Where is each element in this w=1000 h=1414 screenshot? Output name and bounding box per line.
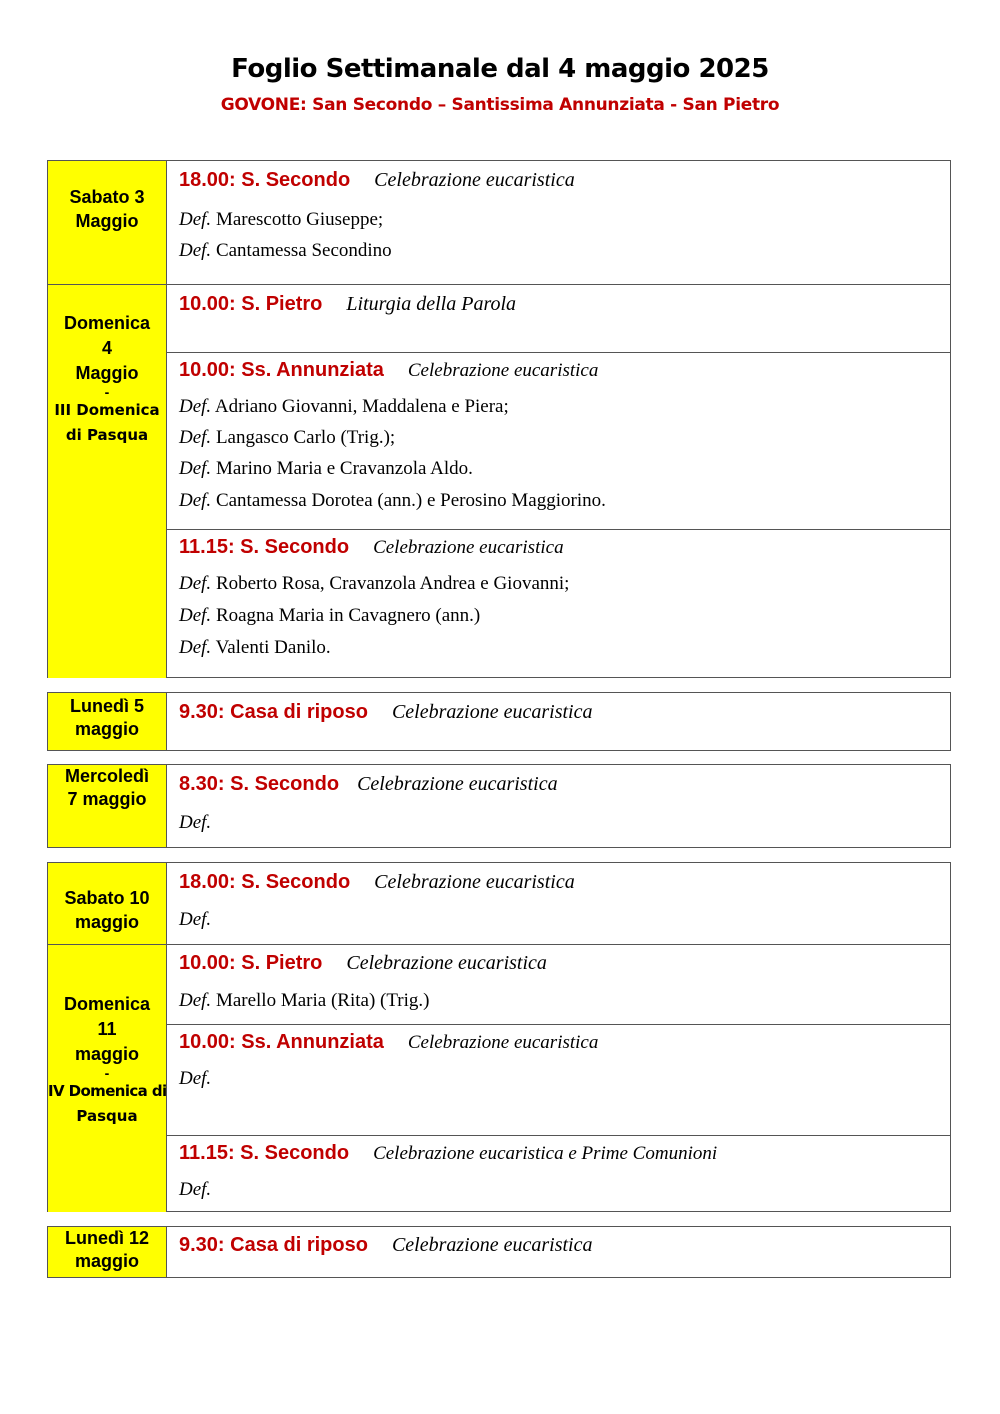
liturgical-note-line1: IV Domenica di — [48, 1082, 167, 1100]
day-label-line1: Sabato 3 — [69, 187, 145, 207]
intention-text: Cantamessa Dorotea (ann.) e Perosino Maggiorino. — [215, 490, 606, 511]
service-heading — [179, 1142, 717, 1165]
intention-line — [179, 812, 211, 834]
intention-line — [179, 1179, 211, 1201]
service-time-place: 11.15: S. Secondo — [179, 536, 350, 558]
service-cell-dom4-annunziata — [167, 352, 950, 529]
schedule-block-mercoledi-7 — [47, 764, 951, 848]
service-cell-dom11-annunziata — [167, 1024, 950, 1135]
day-cell-sabato-3 — [48, 161, 167, 284]
intention-line — [179, 396, 509, 418]
service-time-place: 10.00: S. Pietro — [179, 952, 323, 974]
intention-text: Roberto Rosa, Cravanzola Andrea e Giovanni; — [215, 573, 570, 594]
day-label-line3: maggio — [74, 1044, 139, 1064]
service-heading — [179, 773, 558, 796]
service-cell-dom11-secondo — [167, 1135, 950, 1212]
def-label: Def. — [179, 458, 212, 479]
service-description: Celebrazione eucaristica — [373, 537, 564, 558]
intention-text: Valenti Danilo. — [215, 637, 331, 658]
intention-line — [179, 909, 211, 931]
day-label-line3: Maggio — [75, 363, 139, 383]
schedule-block-week1 — [47, 160, 951, 678]
day-label-line2: Maggio — [75, 211, 139, 231]
subtitle-churches: : San Secondo – Santissima Annunziata - San Pietro — [300, 95, 780, 115]
service-description: Celebrazione eucaristica — [407, 360, 599, 381]
def-label: Def. — [179, 812, 212, 833]
liturgical-note-line1: III Domenica — [54, 401, 160, 419]
service-heading — [179, 1234, 593, 1257]
service-time-place: 10.00: Ss. Annunziata — [179, 359, 384, 381]
service-heading — [179, 169, 575, 192]
intention-line — [179, 573, 569, 595]
day-cell-domenica-4 — [48, 284, 167, 678]
service-time-place: 10.00: Ss. Annunziata — [179, 1031, 384, 1053]
day-cell-lunedi-12 — [48, 1227, 167, 1277]
day-cell-lunedi-5 — [48, 693, 167, 750]
day-label-line2: 4 — [101, 338, 112, 358]
service-description: Celebrazione eucaristica e Prime Comunioni — [373, 1143, 718, 1164]
def-label: Def. — [179, 605, 212, 626]
intention-line — [179, 1068, 211, 1090]
def-label: Def. — [179, 240, 212, 261]
intention-line — [179, 990, 429, 1012]
intention-text: Marello Maria (Rita) (Trig.) — [215, 990, 430, 1011]
service-cell-lun5 — [167, 693, 950, 750]
service-time-place: 9.30: Casa di riposo — [179, 1234, 368, 1256]
service-description: Celebrazione eucaristica — [346, 952, 547, 974]
service-heading — [179, 359, 598, 382]
day-label-line2: maggio — [74, 1251, 139, 1271]
service-heading — [179, 701, 593, 724]
intention-line — [179, 209, 383, 231]
service-time-place: 10.00: S. Pietro — [179, 293, 323, 315]
service-time-place: 9.30: Casa di riposo — [179, 701, 368, 723]
service-heading — [179, 952, 547, 975]
service-heading — [179, 536, 564, 559]
service-description: Celebrazione eucaristica — [357, 773, 558, 795]
liturgical-note-line2: di Pasqua — [65, 426, 149, 444]
schedule-block-lunedi-12 — [47, 1226, 951, 1278]
service-heading — [179, 1031, 598, 1054]
service-time-place: 11.15: S. Secondo — [179, 1142, 350, 1164]
def-label: Def. — [179, 427, 212, 448]
def-label: Def. — [179, 990, 212, 1011]
intention-line — [179, 240, 392, 262]
day-label-line1: Domenica — [63, 994, 151, 1014]
def-label: Def. — [179, 909, 212, 930]
day-cell-sabato-10 — [48, 863, 167, 944]
service-description: Celebrazione eucaristica — [407, 1032, 599, 1053]
day-label-line2: 7 maggio — [67, 789, 147, 809]
intention-line — [179, 458, 473, 480]
service-description: Celebrazione eucaristica — [391, 701, 593, 723]
schedule-block-lunedi-5 — [47, 692, 951, 751]
day-label-line1: Lunedì 12 — [64, 1228, 149, 1248]
day-label-line1: Domenica — [63, 313, 151, 333]
page-title: Foglio Settimanale dal 4 maggio 2025 — [231, 54, 769, 84]
intention-text: Langasco Carlo (Trig.); — [215, 427, 396, 448]
def-label: Def. — [179, 1179, 212, 1200]
page-subtitle — [0, 95, 1000, 115]
intention-line — [179, 490, 606, 512]
intention-line — [179, 427, 395, 449]
schedule-block-week2 — [47, 862, 951, 1212]
day-label-line2: maggio — [74, 719, 139, 739]
day-cell-mercoledi-7 — [48, 765, 167, 847]
service-cell-mer7 — [167, 765, 950, 847]
intention-text: Marescotto Giuseppe; — [215, 209, 384, 230]
intention-text: Marino Maria e Cravanzola Aldo. — [215, 458, 473, 479]
service-description: Celebrazione eucaristica — [374, 871, 575, 893]
def-label: Def. — [179, 490, 212, 511]
service-heading — [179, 293, 516, 316]
def-label: Def. — [179, 396, 212, 417]
day-label-line2: 11 — [97, 1019, 117, 1039]
service-cell-dom4-secondo — [167, 529, 950, 678]
service-description: Celebrazione eucaristica — [391, 1234, 593, 1256]
service-description: Celebrazione eucaristica — [374, 169, 575, 191]
liturgical-note-line2: Pasqua — [76, 1107, 138, 1125]
def-label: Def. — [179, 573, 212, 594]
day-label-dash: - — [104, 1065, 110, 1081]
day-label-line1: Mercoledì — [64, 766, 150, 786]
service-cell-sab3 — [167, 161, 950, 284]
intention-line — [179, 637, 331, 659]
day-label-dash: - — [104, 384, 110, 400]
day-label-line1: Sabato 10 — [64, 888, 150, 908]
service-time-place: 8.30: S. Secondo — [179, 773, 340, 795]
def-label: Def. — [179, 209, 212, 230]
service-time-place: 18.00: S. Secondo — [179, 169, 351, 191]
intention-text: Adriano Giovanni, Maddalena e Piera; — [214, 396, 509, 417]
intention-line — [179, 605, 480, 627]
intention-text: Cantamessa Secondino — [215, 240, 392, 261]
service-heading — [179, 871, 575, 894]
service-cell-lun12 — [167, 1227, 950, 1277]
intention-text: Roagna Maria in Cavagnero (ann.) — [215, 605, 481, 626]
service-cell-dom11-pietro — [167, 944, 950, 1024]
service-time-place: 18.00: S. Secondo — [179, 871, 351, 893]
def-label: Def. — [179, 637, 212, 658]
day-cell-domenica-11 — [48, 944, 167, 1212]
service-description: Liturgia della Parola — [346, 293, 517, 315]
day-label-line2: maggio — [74, 912, 139, 932]
def-label: Def. — [179, 1068, 212, 1089]
service-cell-dom4-pietro — [167, 284, 950, 352]
day-label-line1: Lunedì 5 — [69, 696, 144, 716]
subtitle-place: GOVONE — [220, 95, 301, 115]
service-cell-sab10 — [167, 863, 950, 944]
